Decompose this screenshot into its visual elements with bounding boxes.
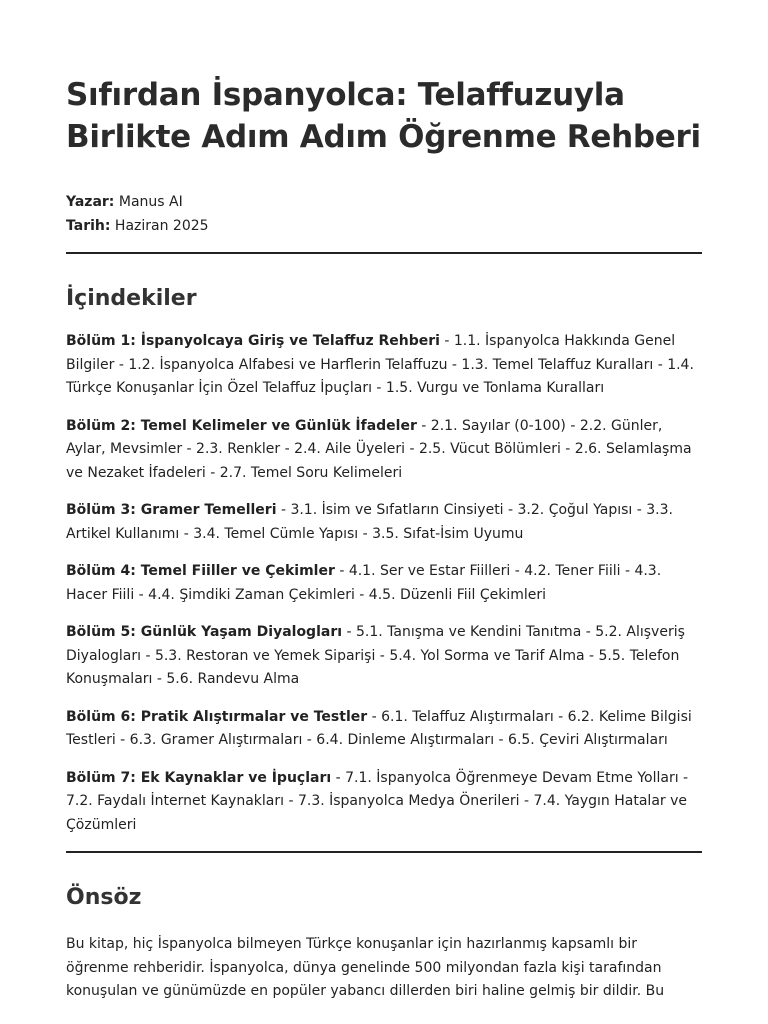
divider: [66, 252, 702, 254]
date-label: Tarih:: [66, 218, 111, 234]
toc-sections: - 3.1. İsim ve Sıfatların Cinsiyeti - 3.2. Çoğul Yapısı - 3.3. Artikel Kullanımı - 3.4. Temel Cümle Yapısı - 3.5. Sıfat-İsim Uyumu: [66, 502, 673, 542]
toc-item: [66, 767, 702, 838]
toc-item: [66, 415, 702, 486]
toc-chapter-title: Bölüm 1: İspanyolcaya Giriş ve Telaffuz Rehberi: [66, 333, 440, 349]
toc-item: [66, 499, 702, 546]
toc-sections: - 1.1. İspanyolca Hakkında Genel Bilgiler - 1.2. İspanyolca Alfabesi ve Harflerin Telaffuzu - 1.3. Temel Telaffuz Kuralları - 1.4. Türkçe Konuşanlar İçin Özel Telaffuz İpuçları - 1.5. Vurgu ve Tonlama Kuralları: [66, 333, 694, 396]
toc-sections: - 5.1. Tanışma ve Kendini Tanıtma - 5.2. Alışveriş Diyalogları - 5.3. Restoran ve Yemek Siparişi - 5.4. Yol Sorma ve Tarif Alma - 5.5. Telefon Konuşmaları - 5.6. Randevu Alma: [66, 624, 685, 687]
toc-chapter-title: Bölüm 7: Ek Kaynaklar ve İpuçları: [66, 769, 332, 786]
table-of-contents: [66, 330, 702, 837]
toc-heading: İçindekiler: [66, 286, 197, 311]
toc-sections: - 2.1. Sayılar (0-100) - 2.2. Günler, Aylar, Mevsimler - 2.3. Renkler - 2.4. Aile Üyeleri - 2.5. Vücut Bölümleri - 2.6. Selamlaşma ve Nezaket İfadeleri - 2.7. Temel Soru Kelimeleri: [66, 417, 692, 481]
divider: [66, 851, 702, 853]
author-line: [66, 190, 702, 214]
toc-item: [66, 330, 702, 401]
preface-heading: Önsöz: [66, 885, 142, 910]
toc-chapter-title: Bölüm 3: Gramer Temelleri: [66, 502, 277, 518]
toc-sections: - 4.1. Ser ve Estar Fiilleri - 4.2. Tener Fiili - 4.3. Hacer Fiili - 4.4. Şimdiki Zaman Çekimleri - 4.5. Düzenli Fiil Çekimleri: [66, 563, 662, 603]
date-line: [66, 214, 702, 238]
toc-chapter-title: Bölüm 6: Pratik Alıştırmalar ve Testler: [66, 708, 368, 725]
toc-chapter-title: Bölüm 5: Günlük Yaşam Diyalogları: [66, 624, 343, 640]
toc-item: [66, 706, 702, 753]
toc-item: [66, 560, 702, 607]
toc-sections: - 7.1. İspanyolca Öğrenmeye Devam Etme Yolları - 7.2. Faydalı İnternet Kaynakları - 7.3. İspanyolca Medya Önerileri - 7.4. Yaygın Hatalar ve Çözümleri: [66, 769, 689, 833]
toc-chapter-title: Bölüm 2: Temel Kelimeler ve Günlük İfadeler: [66, 417, 417, 434]
author-value: Manus AI: [118, 194, 183, 210]
document-meta: [66, 190, 702, 238]
author-label: Yazar:: [66, 194, 115, 210]
toc-item: [66, 621, 702, 692]
date-value: Haziran 2025: [114, 218, 209, 234]
toc-sections: - 6.1. Telaffuz Alıştırmaları - 6.2. Kelime Bilgisi Testleri - 6.3. Gramer Alıştırmaları - 6.4. Dinleme Alıştırmaları - 6.5. Çeviri Alıştırmaları: [66, 708, 692, 748]
toc-chapter-title: Bölüm 4: Temel Fiiller ve Çekimler: [66, 563, 335, 579]
document-title: Sıfırdan İspanyolca: Telaffuzuyla Birlikte Adım Adım Öğrenme Rehberi: [66, 77, 701, 155]
preface-paragraph: Bu kitap, hiç İspanyolca bilmeyen Türkçe konuşanlar için hazırlanmış kapsamlı bir öğrenme rehberidir. İspanyolca, dünya genelinde 500 milyondan fazla kişi tarafından konuşulan ve günümüzde en popüler yabancı dillerden biri haline gelmiş bir dildir. Bu: [66, 936, 665, 999]
